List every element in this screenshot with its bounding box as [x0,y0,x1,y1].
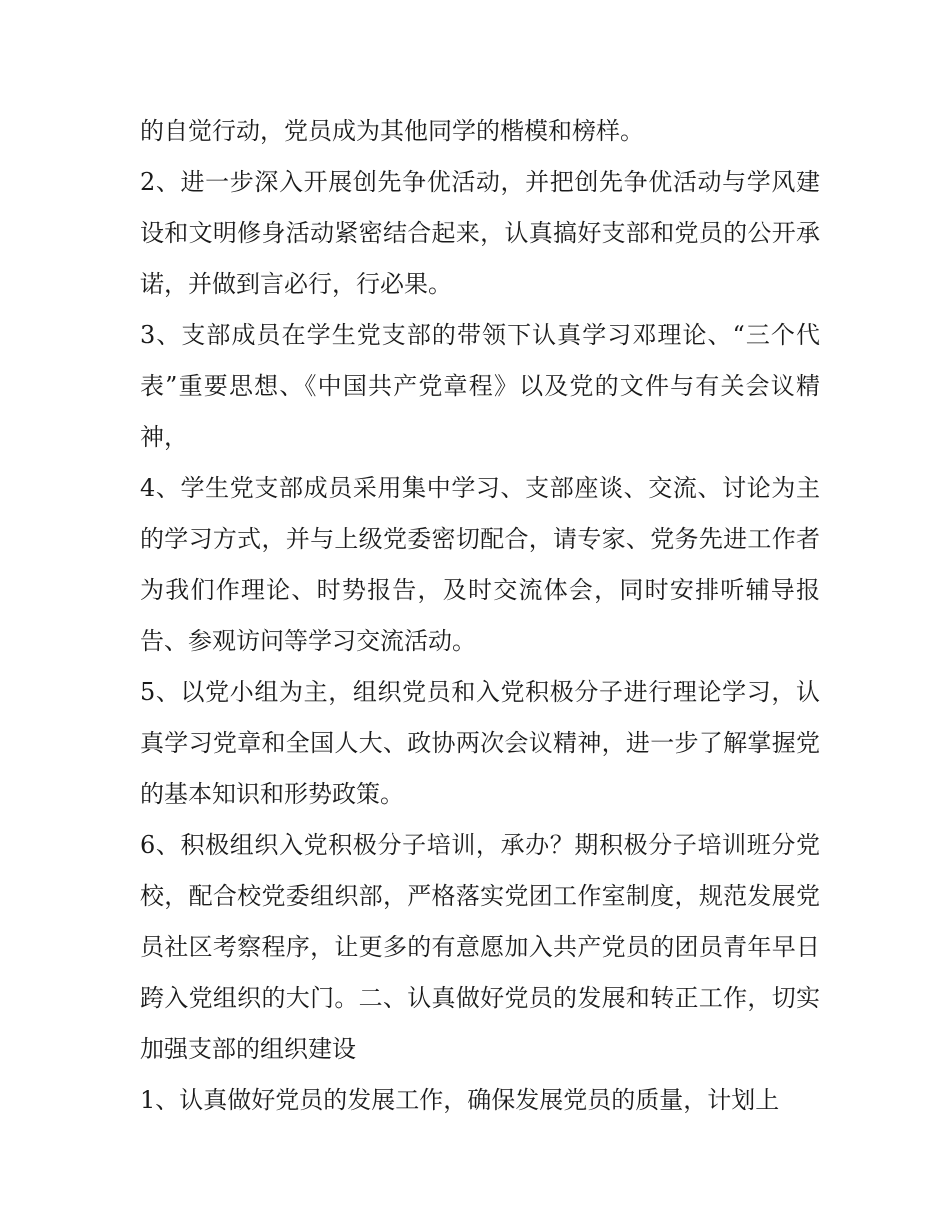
document-body [140,106,820,1126]
paragraph-section-2-item-1: 1、认真做好党员的发展工作，确保发展党员的质量，计划上 [140,1086,780,1114]
paragraph-item-6: 6、积极组织入党积极分子培训，承办？期积极分子培训班分党校，配合校党委组织部，严格落实党团工作室制度，规范发展党员社区考察程序，让更多的有意愿加入共产党员的团员青年早日跨入党组织的大门。二、认真做好党员的发展和转正工作，切实加强支部的组织建设 [140,831,820,1063]
paragraph-item-2: 2、进一步深入开展创先争优活动，并把创先争优活动与学风建设和文明修身活动紧密结合起来，认真搞好支部和党员的公开承诺，并做到言必行，行必果。 [140,168,820,298]
paragraph-item-4: 4、学生党支部成员采用集中学习、支部座谈、交流、讨论为主的学习方式，并与上级党委密切配合，请专家、党务先进工作者为我们作理论、时势报告，及时交流体会，同时安排听辅导报告、参观访问等学习交流活动。 [140,474,820,655]
paragraph-continuation: 的自觉行动，党员成为其他同学的楷模和榜样。 [140,117,644,145]
paragraph-item-5: 5、以党小组为主，组织党员和入党积极分子进行理论学习，认真学习党章和全国人大、政协两次会议精神，进一步了解掌握党的基本知识和形势政策。 [140,678,820,808]
paragraph-item-3: 3、支部成员在学生党支部的带领下认真学习邓理论、“三个代表”重要思想、《中国共产党章程》以及党的文件与有关会议精神， [140,321,820,451]
